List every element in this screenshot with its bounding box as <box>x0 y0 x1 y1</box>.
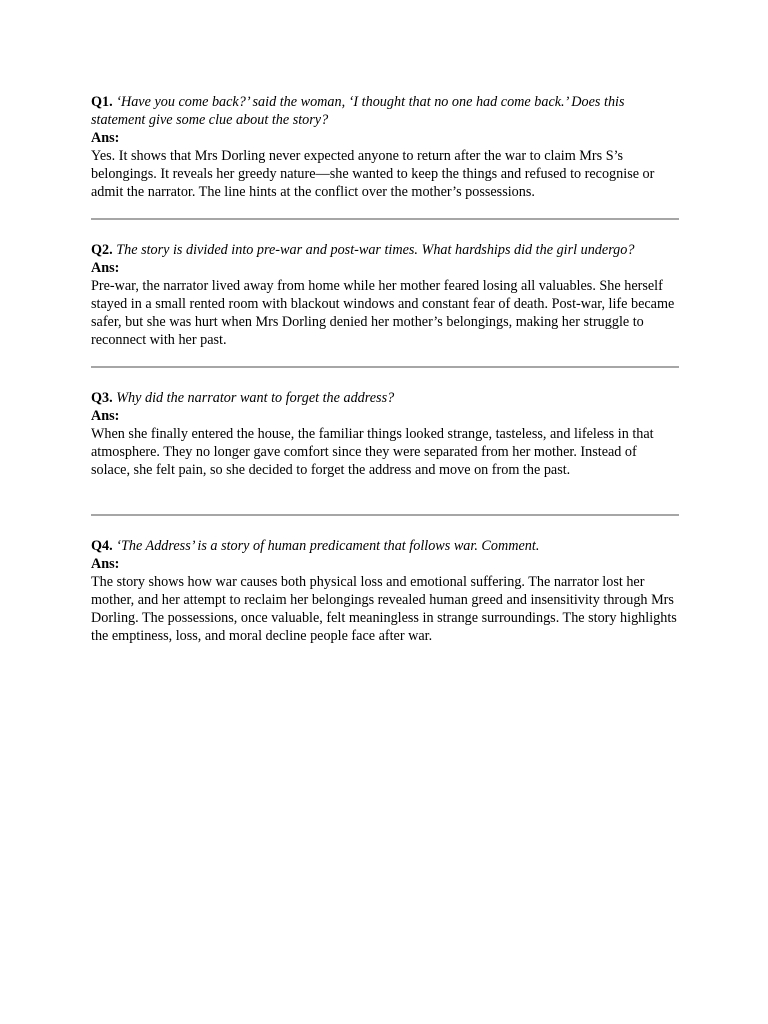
answer-label: Ans: <box>91 130 120 146</box>
divider <box>91 218 679 220</box>
divider <box>91 514 679 516</box>
question-text: ‘Have you come back?’ said the woman, ‘I thought that no one had come back.’ Does this statement give some clue about the story? <box>91 94 625 128</box>
answer-text: When she finally entered the house, the familiar things looked strange, tasteless, and lifeless in that atmosphere. They no longer gave comfort since they were separated from her mother. Instead of solace, she felt pain, so she decided to forget the address and move on from the past. <box>91 426 654 478</box>
answer-label: Ans: <box>91 408 120 424</box>
question-4 <box>91 537 679 555</box>
question-3 <box>91 389 679 407</box>
question-block-4 <box>91 537 679 645</box>
question-text: ‘The Address’ is a story of human predicament that follows war. Comment. <box>116 538 540 554</box>
divider <box>91 366 679 368</box>
answer-text: Pre-war, the narrator lived away from home while her mother feared losing all valuables. She herself stayed in a small rented room with blackout windows and constant fear of death. Post-war, life became safer, but she was hurt when Mrs Dorling denied her mother’s belongings, making her struggle to reconnect with her past. <box>91 278 675 348</box>
answer-label: Ans: <box>91 260 120 276</box>
document-page <box>91 93 679 645</box>
question-block-1 <box>91 93 679 218</box>
answer-text: The story shows how war causes both physical loss and emotional suffering. The narrator lost her mother, and her attempt to reclaim her belongings revealed human greed and insensitivity through Mrs Dorling. The possessions, once valuable, felt meaningless in strange surroundings. The story highlights the emptiness, loss, and moral decline people face after war. <box>91 574 677 644</box>
question-1 <box>91 93 679 129</box>
answer-label: Ans: <box>91 556 120 572</box>
question-number: Q1. <box>91 94 113 110</box>
question-2 <box>91 241 679 259</box>
question-number: Q4. <box>91 538 113 554</box>
question-block-3 <box>91 389 679 514</box>
question-number: Q3. <box>91 390 113 406</box>
question-text: Why did the narrator want to forget the address? <box>116 390 395 406</box>
answer-text: Yes. It shows that Mrs Dorling never expected anyone to return after the war to claim Mrs S’s belongings. It reveals her greedy nature—she wanted to keep the things and refused to recognise or admit the narrator. The line hints at the conflict over the mother’s possessions. <box>91 148 655 200</box>
question-text: The story is divided into pre-war and post-war times. What hardships did the girl undergo? <box>116 242 635 258</box>
question-block-2 <box>91 241 679 366</box>
question-number: Q2. <box>91 242 113 258</box>
